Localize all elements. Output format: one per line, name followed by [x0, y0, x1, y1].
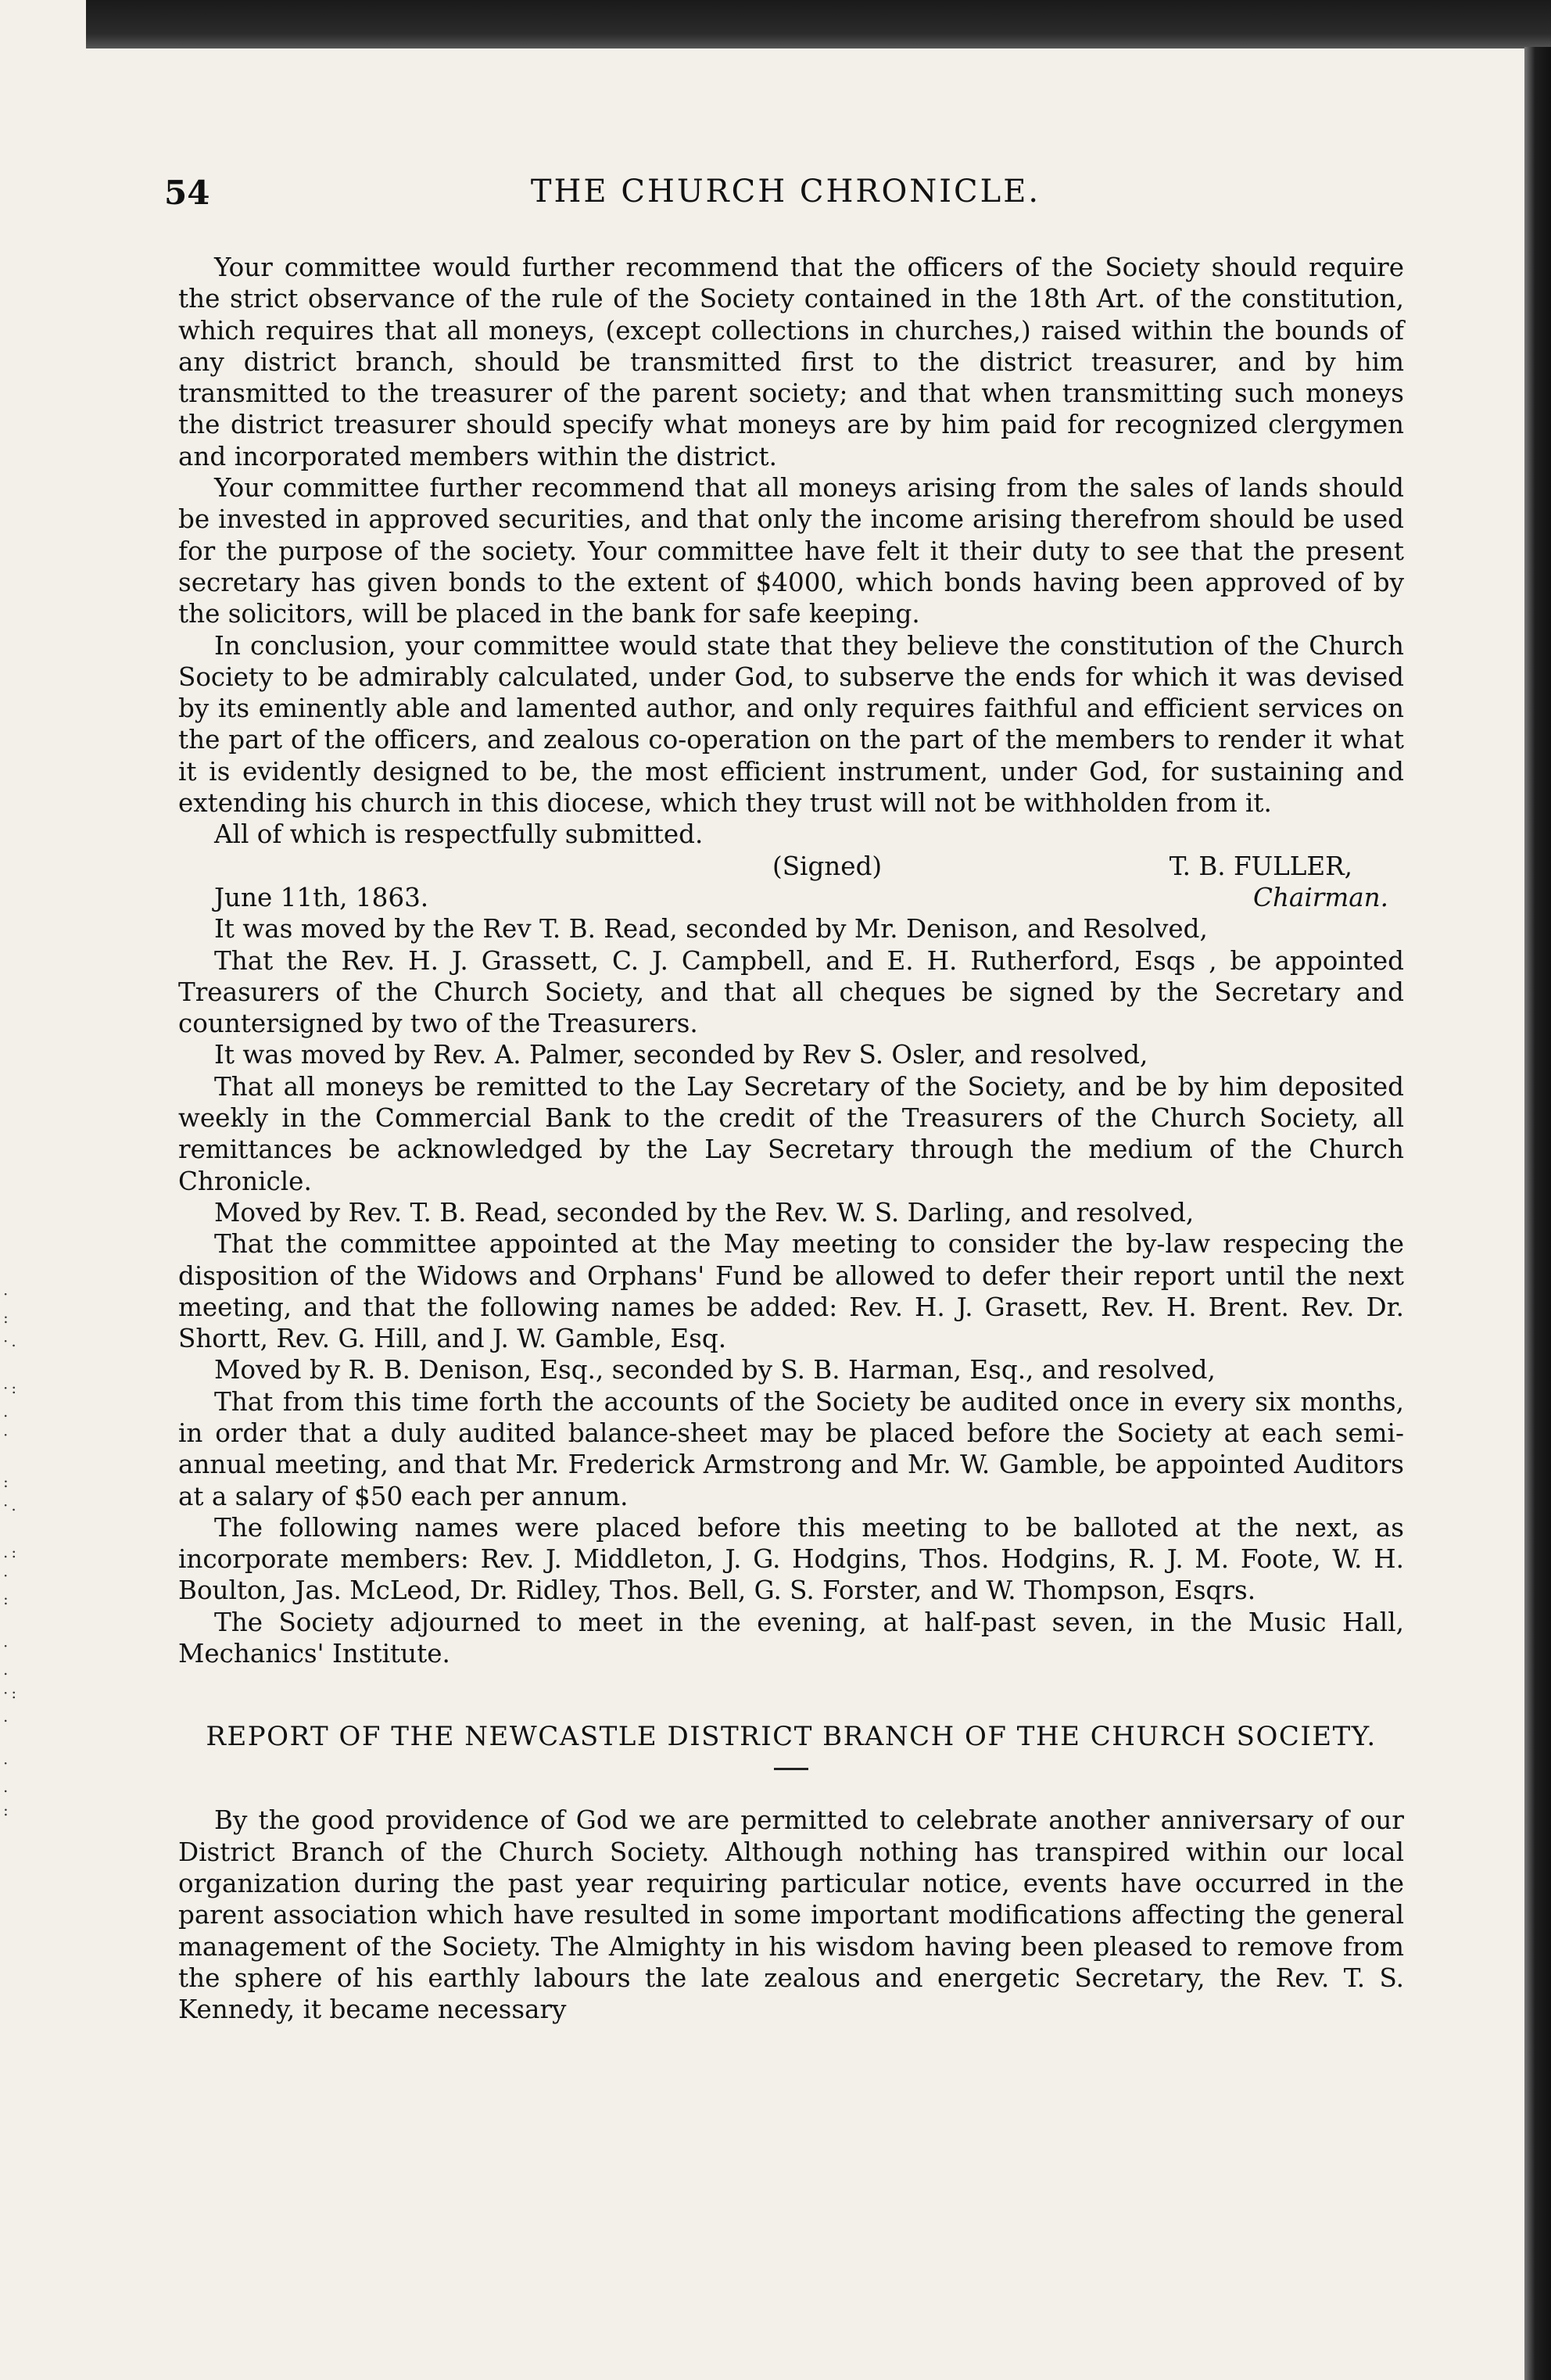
running-title: THE CHURCH CHRONICLE. — [530, 174, 1041, 210]
page-header — [164, 174, 1407, 220]
signer-name: T. B. FULLER, — [1169, 851, 1352, 881]
paragraph: Your committee would further recommend that the officers of the Society should require the strict observance of the rule of the Society contained in the 18th Art. of the constitution, which requires that all moneys, (except collections in churches,) raised within the bounds of any district branch, should be transmitted first to the district treasurer, and by him transmitted to the treasurer of the parent society; and that when transmitting such moneys the district treasurer should specify what moneys are by him paid for recognized clergymen and incorporated members within the district. — [178, 253, 1404, 471]
paragraph: That the committee appointed at the May meeting to consider the by-law respecing the disposition of the Widows and Orphans' Fund be allowed to defer their report until the next meeting, and that the following names be added: Rev. H. J. Grasett, Rev. H. Brent. Rev. Dr. Shortt, Rev. G. Hill, and J. W. Gamble, Esq. — [178, 1229, 1404, 1354]
date-line — [178, 882, 1404, 913]
scan-top-border — [86, 0, 1551, 48]
scan-right-edge — [1524, 47, 1551, 2380]
page-number: 54 — [164, 174, 210, 212]
paragraph: It was moved by the Rev T. B. Read, seconded by Mr. Denison, and Resolved, — [214, 914, 1208, 944]
paragraph: Moved by R. B. Denison, Esq., seconded by S. B. Harman, Esq., and resolved, — [214, 1355, 1216, 1385]
paragraph: The following names were placed before this meeting to be balloted at the next, as incorporate members: Rev. J. Middleton, J. G. Hodgins, Thos. Hodgins, R. J. M. Foote, W. H. Boulton, Jas. McLeod, Dr. Ridley, Thos. Bell, G. S. Forster, and W. Thompson, Esqrs. — [178, 1512, 1404, 1606]
signer-title: Chairman. — [1253, 882, 1388, 912]
paragraph: Moved by Rev. T. B. Read, seconded by the Rev. W. S. Darling, and resolved, — [214, 1197, 1195, 1228]
paragraph: The Society adjourned to meet in the evening, at half-past seven, in the Music Hall, Mechanics' Institute. — [178, 1607, 1404, 1669]
paragraph: It was moved by Rev. A. Palmer, seconded by Rev S. Osler, and resolved, — [214, 1040, 1148, 1070]
signature-line — [178, 851, 1404, 882]
paragraph: That all moneys be remitted to the Lay Secretary of the Society, and be by him deposited weekly in the Commercial Bank to the credit of the Treasurers of the Church Society, all remittances be acknowledged by the Lay Secretary through the medium of the Church Chronicle. — [178, 1071, 1404, 1196]
signed-note: (Signed) — [772, 851, 883, 881]
section-heading: REPORT OF THE NEWCASTLE DISTRICT BRANCH OF THE CHURCH SOCIETY. — [206, 1721, 1377, 1753]
article-body — [178, 252, 1404, 2025]
margin-specks: · : ·. ·: . · : ·. .: · : · . ·: . · . : — [3, 1285, 20, 1819]
paragraph: Your committee further recommend that all moneys arising from the sales of lands should be invested in approved securities, and that only the income arising therefrom should be used for the purpose of the society. Your committee have felt it their duty to see that the present secretary has given bonds to the extent of $4000, which bonds having been approved of by the solicitors, will be placed in the bank for safe keeping. — [178, 473, 1404, 629]
paragraph: That from this time forth the accounts of the Society be audited once in every six months, in order that a duly audited balance-sheet may be placed before the Society at each semi-annual meeting, and that Mr. Frederick Armstrong and Mr. W. Gamble, be appointed Auditors at a salary of $50 each per annum. — [178, 1386, 1404, 1511]
report-date: June 11th, 1863. — [214, 882, 429, 912]
paragraph: By the good providence of God we are permitted to celebrate another anniversary of our District Branch of the Church Society. Although nothing has transpired within our local organization during the past year requiring particular notice, events have occurred in the parent association which have resulted in some important modifications affecting the general management of the Society. The Almighty in his wisdom having been pleased to remove from the sphere of his earthly labours the late zealous and energetic Secretary, the Rev. T. S. Kennedy, it became necessary — [178, 1805, 1404, 2025]
paragraph: In conclusion, your committee would state that they believe the constitution of the Church Society to be admirably calculated, under God, to subserve the ends for which it was devised by its eminently able and lamented author, and only requires faithful and efficient services on the part of the officers, and zealous co-operation on the part of the members to render it what it is evidently designed to be, the most efficient instrument, under God, for sustaining and extending his church in this diocese, which they trust will not be withholden from it. — [178, 630, 1404, 819]
paragraph: All of which is respectfully submitted. — [214, 819, 704, 850]
paragraph: That the Rev. H. J. Grassett, C. J. Campbell, and E. H. Rutherford, Esqs , be appointed Treasurers of the Church Society, and that all cheques be signed by the Secretary and countersigned by two of the Treasurers. — [178, 945, 1404, 1039]
heading-rule — [774, 1768, 808, 1770]
